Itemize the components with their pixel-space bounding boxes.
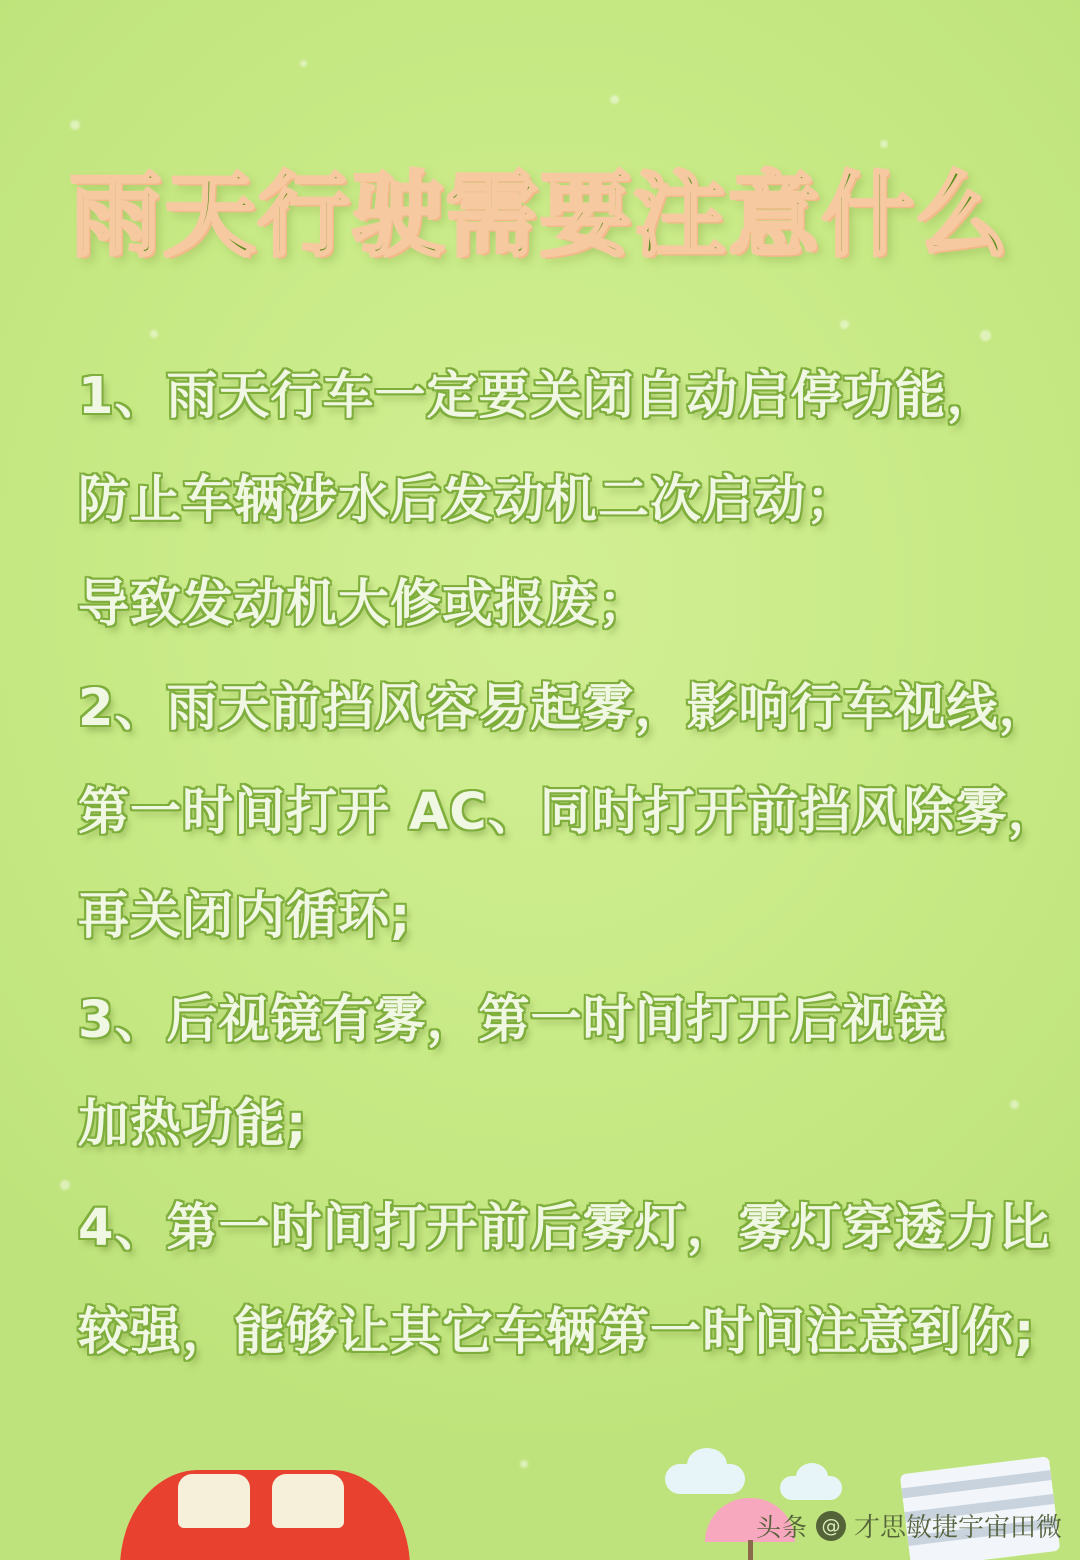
watermark-at-icon: @ [816,1511,846,1541]
car-window-shape [178,1474,250,1528]
background-speckle [980,330,991,341]
background-speckle [60,1180,70,1190]
body-line: 4、第一时间打开前后雾灯，雾灯穿透力比 [78,1199,1051,1258]
body-line: 加热功能; [78,1095,308,1154]
background-speckle [610,95,619,104]
sign-stripe-shape [901,1470,1051,1498]
watermark [756,1507,1062,1544]
page-title: 雨天行驶需要注意什么 [69,162,1010,269]
poster-title-container [0,162,1080,269]
background-speckle [840,320,849,329]
body-line: 防止车辆涉水后发动机二次启动； [78,471,859,530]
background-speckle [300,60,307,67]
background-speckle [520,1460,528,1468]
background-speckle [70,120,80,130]
body-line: 较强，能够让其它车辆第一时间注意到你; [78,1303,1036,1362]
body-line: 再关闭内循环; [78,887,412,946]
red-car-icon [120,1430,410,1560]
background-speckle [880,140,888,148]
body-line: 1、雨天行车一定要关闭自动启停功能， [78,367,999,426]
cloud-icon [780,1476,842,1500]
umbrella-handle-shape [748,1540,753,1560]
car-window-shape [272,1474,344,1528]
body-line: 导致发动机大修或报废； [78,575,651,634]
watermark-author: 才思敏捷宇宙田微 [853,1513,1062,1543]
background-speckle [150,330,158,338]
body-line: 第一时间打开 AC、同时打开前挡风除雾， [78,783,1060,842]
car-body-shape [120,1470,410,1560]
body-line: 2、雨天前挡风容易起雾，影响行车视线， [78,679,1051,738]
watermark-platform: 头条 [755,1512,808,1542]
poster-body [78,345,1060,1385]
cloud-icon [665,1464,745,1494]
body-line: 3、后视镜有雾，第一时间打开后视镜 [78,991,947,1050]
